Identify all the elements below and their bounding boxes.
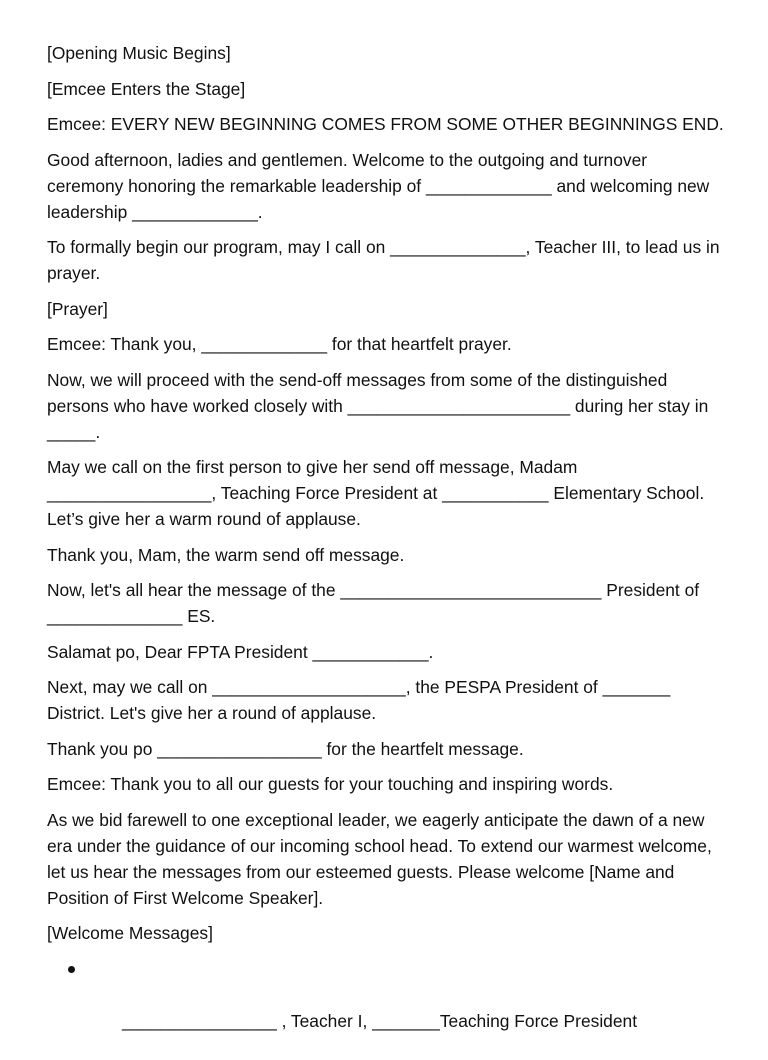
emcee-opening-line: Emcee: EVERY NEW BEGINNING COMES FROM SOME OTHER BEGINNINGS END. xyxy=(47,114,724,134)
first-speaker-thanks-paragraph: Thank you, Mam, the warm send off message. xyxy=(47,544,405,565)
welcome-paragraph: Good afternoon, ladies and gentlemen. Welcome to the outgoing and turnover ceremony honoring the remarkable leadership of _____________ and welcoming new leadership _____________. xyxy=(47,149,715,222)
farewell-transition-paragraph: As we bid farewell to one exceptional leader, we eagerly anticipate the dawn of a new era under the guidance of our incoming school head. To extend our warmest welcome, let us hear the messages from our esteemed guests. Please welcome [Name and Position of First Welcome Speaker]. xyxy=(47,809,717,908)
guests-thanks-paragraph: Emcee: Thank you to all our guests for your touching and inspiring words. xyxy=(47,774,614,794)
bullet-icon xyxy=(68,966,75,973)
first-speaker-paragraph: May we call on the first person to give her send off message, Madam _________________, Teaching Force President at ___________ Elementary School. Let’s give her a warm round of applause. xyxy=(47,457,709,529)
stage-direction-emcee-enters: [Emcee Enters the Stage] xyxy=(47,78,246,99)
list-item xyxy=(47,956,727,1060)
second-speaker-paragraph: Now, let's all hear the message of the ___________________________ President of ______________ ES. xyxy=(47,580,704,626)
stage-direction-opening-music: [Opening Music Begins] xyxy=(47,43,231,63)
send-off-intro-paragraph: Now, we will proceed with the send-off messages from some of the distinguished persons who have worked closely with _______________________ during her stay in _____. xyxy=(47,369,714,442)
pespa-thanks-paragraph: Thank you po _________________ for the heartfelt message. xyxy=(47,738,524,759)
pespa-speaker-paragraph: Next, may we call on ____________________, the PESPA President of _______ District. Let's give her a round of applause. xyxy=(47,677,676,723)
welcome-speakers-list xyxy=(47,956,727,1060)
stage-direction-prayer: [Prayer] xyxy=(47,298,108,319)
list-item-text: ________________ , Teacher I, _______Teaching Force President xyxy=(122,1010,638,1031)
document-page xyxy=(47,40,727,1060)
fpta-thanks-paragraph: Salamat po, Dear FPTA President ____________. xyxy=(47,641,434,662)
stage-direction-welcome-messages: [Welcome Messages] xyxy=(47,923,213,943)
prayer-invitation-paragraph: To formally begin our program, may I call on ______________, Teacher III, to lead us in prayer. xyxy=(47,237,725,283)
prayer-thanks-paragraph: Emcee: Thank you, _____________ for that heartfelt prayer. xyxy=(47,334,512,354)
